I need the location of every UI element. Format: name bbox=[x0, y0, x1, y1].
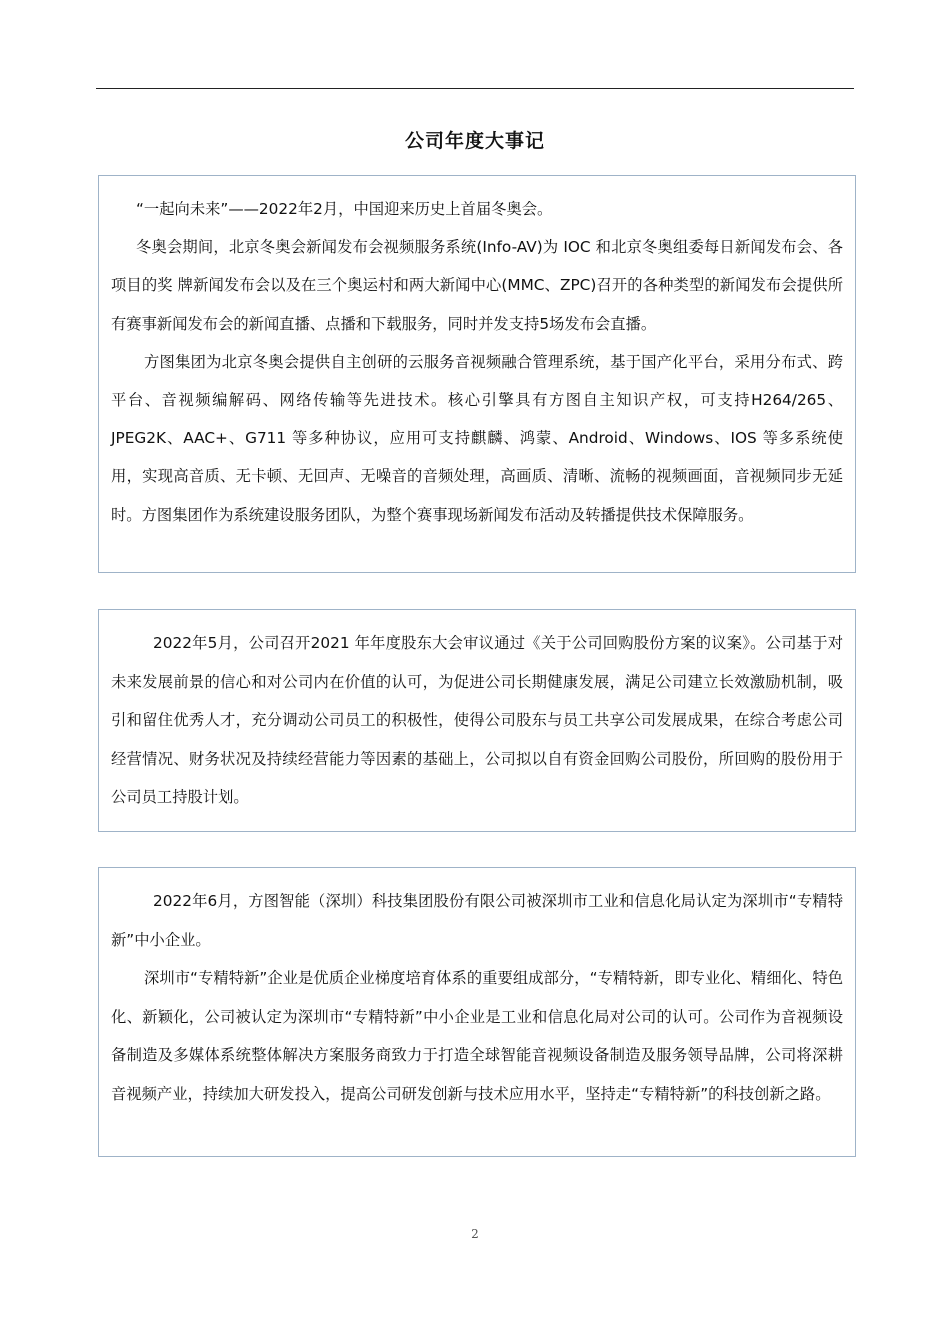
event-paragraph: 2022年6月，方图智能（深圳）科技集团股份有限公司被深圳市工业和信息化局认定为深圳市“专精特新”中小企业。 bbox=[111, 892, 843, 949]
header-rule bbox=[96, 88, 854, 89]
event-paragraph: 冬奥会期间，北京冬奥会新闻发布会视频服务系统(Info-AV)为 IOC 和北京冬奥组委每日新闻发布会、各项目的奖 牌新闻发布会以及在三个奥运村和两大新闻中心(MMC、ZPC)召开的各种类型的新闻发布会提供所有赛事新闻发布会的新闻直播、点播和下载服务，同时并发支持5场发布会直播。 bbox=[111, 238, 843, 333]
page-title: 公司年度大事记 bbox=[404, 130, 545, 152]
event-paragraph: “一起向未来”——2022年2月，中国迎来历史上首届冬奥会。 bbox=[136, 200, 553, 218]
event-box-winter-olympics bbox=[98, 175, 856, 573]
event-box-share-buyback bbox=[98, 609, 856, 832]
event-paragraph: 方图集团为北京冬奥会提供自主创研的云服务音视频融合管理系统，基于国产化平台，采用分布式、跨平台、音视频编解码、网络传输等先进技术。核心引擎具有方图自主知识产权，可支持H264/265、JPEG2K、AAC+、G711 等多种协议，应用可支持麒麟、鸿蒙、Android、Windows、IOS 等多系统使用，实现高音质、无卡顿、无回声、无噪音的音频处理，高画质、清晰、流畅的视频画面，音视频同步无延时。方图集团作为系统建设服务团队，为整个赛事现场新闻发布活动及转播提供技术保障服务。 bbox=[111, 352, 843, 524]
event-paragraph: 2022年5月，公司召开2021 年年度股东大会审议通过《关于公司回购股份方案的议案》。公司基于对未来发展前景的信心和对公司内在价值的认可，为促进公司长期健康发展，满足公司建立长效激励机制，吸引和留住优秀人才，充分调动公司员工的积极性，使得公司股东与员工共享公司发展成果，在综合考虑公司经营情况、财务状况及持续经营能力等因素的基础上，公司拟以自有资金回购公司股份，所回购的股份用于公司员工持股计划。 bbox=[111, 634, 843, 806]
event-box-specialized-enterprise bbox=[98, 867, 856, 1157]
page-number: 2 bbox=[471, 1227, 479, 1241]
event-paragraph: 深圳市“专精特新”企业是优质企业梯度培育体系的重要组成部分，“专精特新，即专业化、精细化、特色化、新颖化，公司被认定为深圳市“专精特新”中小企业是工业和信息化局对公司的认可。公司作为音视频设备制造及多媒体系统整体解决方案服务商致力于打造全球智能音视频设备制造及服务领导品牌，公司将深耕音视频产业，持续加大研发投入，提高公司研发创新与技术应用水平，坚持走“专精特新”的科技创新之路。 bbox=[111, 969, 843, 1103]
